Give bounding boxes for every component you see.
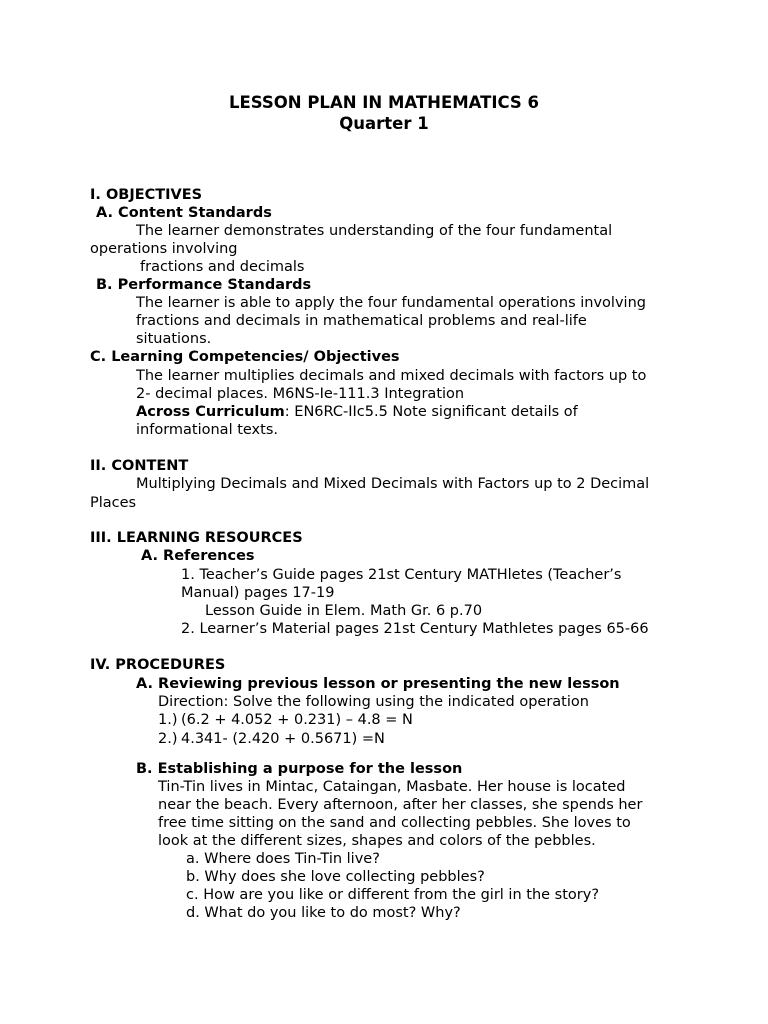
document-subtitle: Quarter 1: [339, 114, 429, 133]
story-text: Tin-Tin lives in Mintac, Cataingan, Masbate. Her house is located: [158, 779, 626, 795]
objectives-heading: I. OBJECTIVES: [90, 187, 203, 203]
procedure-a-item-number: 1.): [158, 712, 178, 728]
question-item: b. Why does she love collecting pebbles?: [186, 869, 485, 885]
across-curriculum-line: [136, 403, 578, 421]
question-item: a. Where does Tin-Tin live?: [186, 851, 380, 867]
content-standards-text: The learner demonstrates understanding of the four fundamental: [136, 223, 613, 239]
story-text: near the beach. Every afternoon, after her classes, she spends her: [158, 797, 643, 813]
reference-item: 1. Teacher’s Guide pages 21st Century MATHletes (Teacher’s: [181, 567, 622, 583]
performance-standards-text: The learner is able to apply the four fundamental operations involving: [136, 295, 646, 311]
procedures-heading: IV. PROCEDURES: [90, 657, 226, 673]
reference-item: Manual) pages 17-19: [181, 585, 335, 601]
content-standards-text: fractions and decimals: [140, 259, 305, 275]
reference-item: 2. Learner’s Material pages 21st Century Mathletes pages 65-66: [181, 621, 649, 637]
story-text: free time sitting on the sand and collecting pebbles. She loves to: [158, 815, 631, 831]
competencies-text: 2- decimal places. M6NS-Ie-111.3 Integration: [136, 386, 465, 402]
competencies-heading: C. Learning Competencies/ Objectives: [90, 349, 400, 365]
procedure-a-direction: Direction: Solve the following using the indicated operation: [158, 694, 589, 710]
across-curriculum-text: : EN6RC-IIc5.5 Note significant details of: [284, 404, 578, 420]
content-heading: II. CONTENT: [90, 458, 189, 474]
procedure-b-heading: B. Establishing a purpose for the lesson: [136, 761, 463, 777]
content-text: Places: [90, 495, 137, 511]
story-text: look at the different sizes, shapes and colors of the pebbles.: [158, 833, 596, 849]
competencies-text: informational texts.: [136, 422, 278, 438]
content-standards-heading: A. Content Standards: [96, 205, 272, 221]
procedure-a-heading: A. Reviewing previous lesson or presenting the new lesson: [136, 676, 620, 692]
performance-standards-text: fractions and decimals in mathematical problems and real-life: [136, 313, 587, 329]
content-text: Multiplying Decimals and Mixed Decimals with Factors up to 2 Decimal: [136, 476, 650, 492]
question-item: d. What do you like to do most? Why?: [186, 905, 461, 921]
references-heading: A. References: [141, 548, 255, 564]
question-item: c. How are you like or different from the girl in the story?: [186, 887, 600, 903]
document-title: LESSON PLAN IN MATHEMATICS 6: [228, 93, 540, 112]
performance-standards-text: situations.: [136, 331, 212, 347]
content-standards-text: operations involving: [90, 241, 238, 257]
procedure-a-item-number: 2.): [158, 731, 178, 747]
across-curriculum-label: Across Curriculum: [136, 404, 285, 420]
performance-standards-heading: B. Performance Standards: [96, 277, 312, 293]
procedure-a-item: 4.341- (2.420 + 0.5671) =N: [181, 731, 385, 747]
resources-heading: III. LEARNING RESOURCES: [90, 530, 303, 546]
procedure-a-item: (6.2 + 4.052 + 0.231) – 4.8 = N: [181, 712, 413, 728]
competencies-text: The learner multiplies decimals and mixed decimals with factors up to: [136, 368, 647, 384]
reference-item: Lesson Guide in Elem. Math Gr. 6 p.70: [205, 603, 483, 619]
